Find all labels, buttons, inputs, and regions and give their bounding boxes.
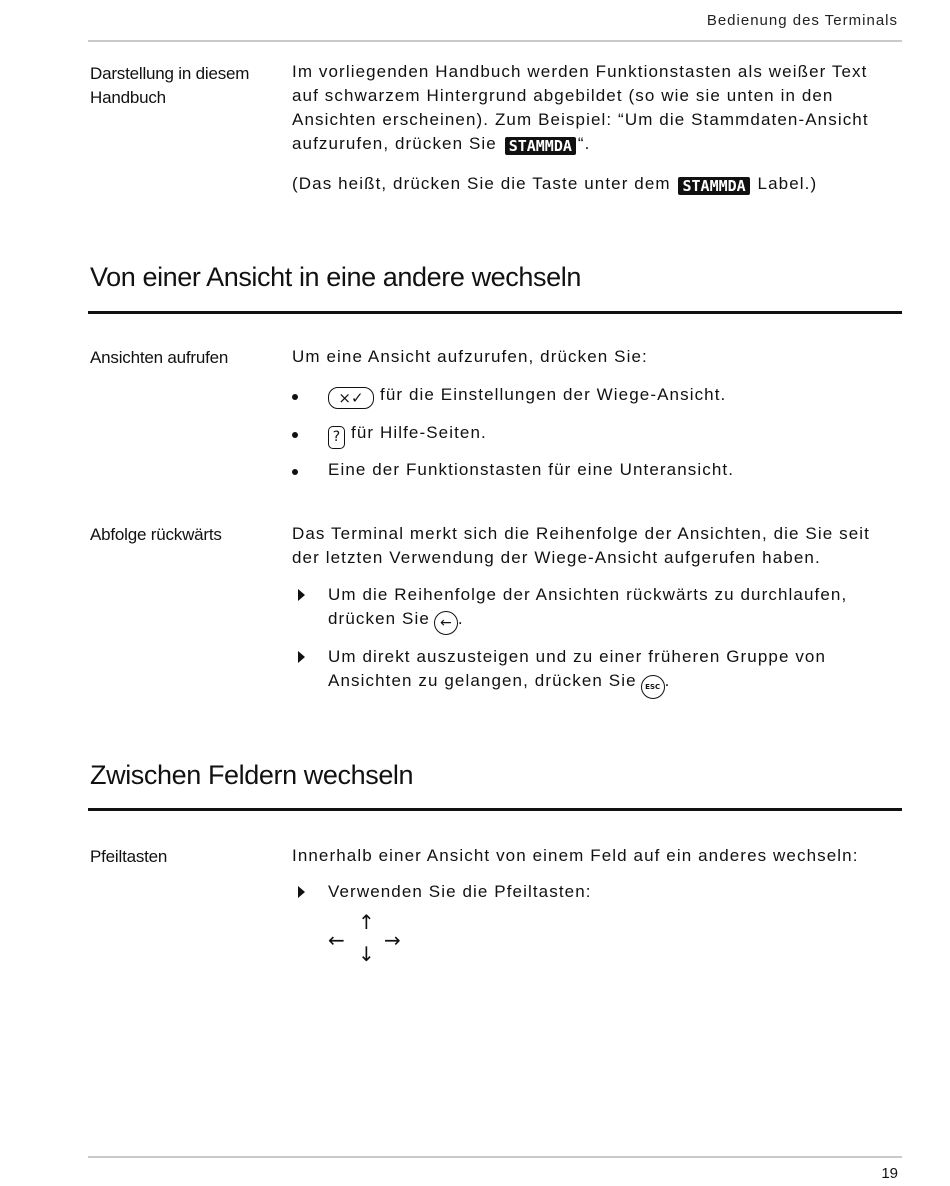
side-label-arrow-keys: Pfeiltasten — [90, 847, 168, 866]
x-check-key-icon: ×✓ — [328, 387, 374, 409]
step-text: Um direkt auszusteigen und zu einer früheren Gruppe von Ansichten zu gelangen, drücken Sie — [328, 647, 827, 690]
header-rule — [88, 40, 902, 42]
section-title-switch-fields: Zwischen Feldern wechseln — [90, 760, 414, 790]
page-number: 19 — [881, 1165, 898, 1182]
list-item — [292, 421, 892, 449]
section-rule — [88, 311, 902, 314]
esc-key-icon: ESC — [641, 675, 665, 699]
bullet-marker — [292, 458, 312, 482]
step-item — [292, 880, 892, 904]
arrow-down-icon: ↓ — [358, 942, 375, 966]
intro-paragraph-1 — [292, 60, 892, 156]
arrow-keys-intro: Innerhalb einer Ansicht von einem Feld auf ein anderes wechseln: — [292, 846, 859, 865]
help-key-icon: ? — [328, 426, 345, 449]
list-item-text: Eine der Funktionstasten für eine Unteransicht. — [328, 460, 735, 479]
open-views-intro: Um eine Ansicht aufzurufen, drücken Sie: — [292, 347, 648, 366]
back-key-icon: ← — [434, 611, 458, 635]
list-item-text: für Hilfe-Seiten. — [351, 423, 487, 442]
footer-rule — [88, 1156, 902, 1158]
intro-paragraph-2-end: Label.) — [757, 174, 818, 193]
step-item — [292, 583, 892, 635]
intro-paragraph-1-text: Im vorliegenden Handbuch werden Funktionstasten als weißer Text auf schwarzem Hintergrund abgebildet (so wie sie unten in den Ansichten erscheinen). Zum Beispiel: “Um die Stammdaten-Ansicht aufzurufen, drücken Sie — [292, 62, 869, 153]
arrow-keys-diagram — [326, 912, 416, 968]
arrow-left-icon: ← — [328, 928, 345, 952]
running-head: Bedienung des Terminals — [706, 12, 898, 29]
step-end: . — [457, 609, 464, 628]
step-item — [292, 645, 892, 699]
arrow-up-icon: ↑ — [358, 910, 375, 934]
bullet-marker — [292, 383, 312, 407]
bullet-marker — [292, 421, 312, 445]
list-item — [292, 383, 892, 409]
triangle-bullet-icon — [292, 583, 312, 608]
side-label-open-views: Ansichten aufrufen — [90, 348, 229, 367]
stammda-softkey-icon: STAMMDA — [505, 137, 576, 155]
intro-paragraph-2-start: (Das heißt, drücken Sie die Taste unter dem — [292, 174, 671, 193]
list-item — [292, 458, 892, 482]
section-title-switch-views: Von einer Ansicht in eine andere wechseln — [90, 262, 581, 292]
arrow-right-icon: → — [384, 928, 401, 952]
stammda-softkey-icon: STAMMDA — [678, 177, 749, 195]
step-text: Um die Reihenfolge der Ansichten rückwärts zu durchlaufen, drücken Sie — [328, 585, 848, 628]
step-text: Verwenden Sie die Pfeiltasten: — [328, 882, 592, 901]
triangle-bullet-icon — [292, 645, 312, 670]
intro-paragraph-2 — [292, 172, 892, 196]
list-item-text: für die Einstellungen der Wiege-Ansicht. — [380, 385, 727, 404]
step-end: . — [664, 671, 671, 690]
section-rule — [88, 808, 902, 811]
intro-paragraph-1-end: “. — [577, 134, 591, 153]
backwards-intro: Das Terminal merkt sich die Reihenfolge der Ansichten, die Sie seit der letzten Verwendung der Wiege-Ansicht aufgerufen haben. — [292, 524, 870, 567]
triangle-bullet-icon — [292, 880, 312, 905]
side-label-presentation: Darstellung in diesem Handbuch — [90, 64, 250, 107]
side-label-backwards: Abfolge rückwärts — [90, 525, 222, 544]
